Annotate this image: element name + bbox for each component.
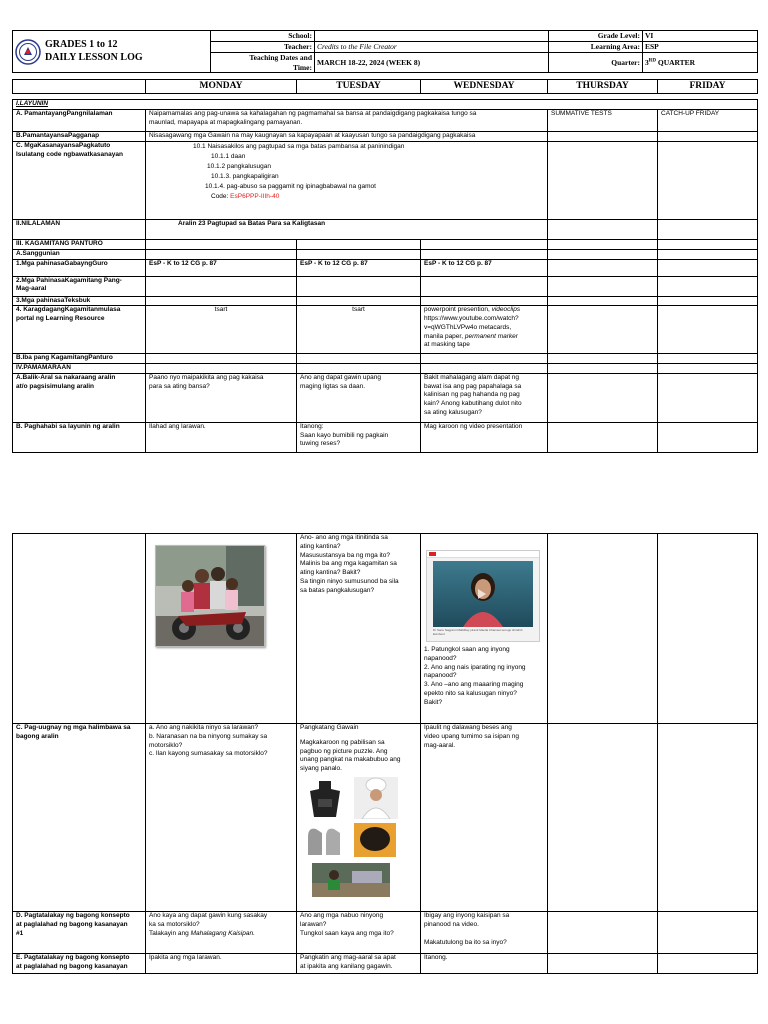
balik-aral-wednesday: Bakit mahalagang alam dapat ng bawat isa ang pag papahalaga sa kalinisan ng pag hahanda ng pag kain? Anong kabutihang dulot nito sa ating kalusugan? (421, 373, 548, 422)
day-thursday: THURSDAY (548, 80, 658, 94)
oven-mitts-icon (304, 825, 346, 857)
paghahabi-wednesday: Mag karoon ng video presentation (421, 422, 548, 452)
area-value: ESP (643, 42, 758, 53)
row-c-label: C. MgaKasanayansaPagkatuto Isulatang code ngbawatkasanayan (13, 142, 146, 220)
video-link[interactable]: https://www.youtube.com/watch? (424, 315, 519, 323)
canteen-questions-tuesday: Ano- ano ang mga itinitinda sa ating kantina? Masusustansya ba ng mga ito? Malinis ba ang mga kagamitan sa ating kantina? Bakit? Sa tingin ninyo sumusunod ba sila sa batas pangkalusugan? (297, 534, 421, 724)
r4-tuesday: tsart (297, 306, 421, 354)
d-wednesday: Ibigay ang inyong kaisipan sa pinanood na video. Makatutulong ba ito sa inyo? (421, 912, 548, 954)
nilalaman-text: Aralin 23 Pagtupad sa Batas Para sa Kaligtasan (146, 220, 548, 240)
r4-monday: tsart (146, 306, 297, 354)
dates-label-2: Time: (292, 62, 312, 72)
day-tuesday: TUESDAY (297, 80, 421, 94)
school-value (315, 31, 549, 42)
puzzle-images (300, 777, 417, 897)
title-line-2: DAILY LESSON LOG (45, 51, 143, 63)
title-line-1: GRADES 1 to 12 (45, 39, 118, 50)
chef-icon (354, 777, 398, 819)
row-3-label: 3.Mga pahinasaTeksbuk (13, 296, 146, 306)
row-e-label: E. Pagtatalakay ng bagong konsepto at paglalahad ng bagong kasanayan (13, 954, 146, 974)
youtube-logo-icon (429, 552, 436, 556)
paghahabi-monday: Ilahad ang larawan. (146, 422, 297, 452)
section-pamamaraan: IV.PAMAMARAAN (13, 364, 146, 374)
quarter-value: 3RD QUARTER (643, 53, 758, 73)
section-nilalaman: II.NILALAMAN (13, 220, 146, 240)
row-pag-uugnay-label: C. Pag-uugnay ng mga halimbawa sa bagong aralin (13, 724, 146, 912)
row-1-label: 1.Mga pahinasaGabayngGuro (13, 259, 146, 276)
deped-seal-icon (15, 39, 41, 65)
section-layunin: I.LAYUNIN (13, 100, 758, 110)
row-paghahabi-label: B. Paghahabi sa layunin ng aralin (13, 422, 146, 452)
day-wednesday: WEDNESDAY (421, 80, 548, 94)
e-wednesday: Itanong. (421, 954, 548, 974)
pag-uugnay-tuesday: Pangkatang Gawain Magkakaroon ng pabilisan sa pagbuo ng picture puzzle. Ang unang pangkat na makabubuo ang siyang panalo. (297, 724, 421, 912)
pag-uugnay-monday: a. Ano ang nakikita ninyo sa larawan? b. Naranasan na ba ninyong sumakay sa motorsiklo? c. Ilan kayong sumasakay sa motorsiklo? (146, 724, 297, 912)
d-tuesday: Ano ang mga nabuo ninyong larawan? Tungkol saan kaya ang mga ito? (297, 912, 421, 954)
family-motorcycle-photo (155, 545, 265, 647)
row-b-text: Nisasagawang mga Gawain na may kaugnayan sa kapayapaan at kaayusan tungo sa pandaigdigang pagkakaisa (146, 132, 548, 142)
chef-hat-icon (354, 823, 396, 857)
paghahabi-tuesday: Itanong: Saan kayo bumibili ng pagkain tuwing reses? (297, 422, 421, 452)
row-a-text: Naipamamalas ang pag-unawa sa kahalagahan ng pagmamahal sa bansa at pandaigdigang pagkakaisa tungo sa maunlad, mapayapa at mapagkalingang pamayanan. (146, 110, 548, 132)
balik-aral-tuesday: Ano ang dapat gawin upang maging ligtas sa daan. (297, 373, 421, 422)
dates-label-1: Teaching Dates and (249, 53, 312, 63)
thursday-summative: SUMMATIVE TESTS (548, 110, 658, 132)
r4-wednesday: powerpoint presention, videoclips https://www.youtube.com/watch? v=qWGThLVPw4o metacards, manila paper, permanent marker at masking tape (421, 306, 548, 354)
row-2-label: 2.Mga PahinasaKagamitang Pang- Mag-aaral (13, 276, 146, 296)
lesson-table-page1 (12, 99, 758, 453)
dates-value: MARCH 18-22, 2024 (WEEK 8) (315, 53, 549, 73)
apron-icon (306, 779, 344, 819)
grade-label: Grade Level: (549, 31, 643, 42)
row-c-text: 10.1 Naisasakilos ang pagtupad sa mga batas pambansa at paninindigan 10.1.1 daan 10.1.2 pangkalusugan 10.1.3. pangkapaligiran 10.1.4. pag-abuso sa paggamit ng ipinagbabawal na gamot Code: EsP6PPP-IIIh-40 (146, 142, 548, 220)
r1-monday: EsP - K to 12 CG p. 87 (146, 259, 297, 276)
area-label: Learning Area: (549, 42, 643, 53)
school-label: School: (211, 31, 315, 42)
competency-code: Code: EsP6PPP-IIIh-40 (211, 193, 280, 201)
r1-wednesday: EsP - K to 12 CG p. 87 (421, 259, 548, 276)
teacher-label: Teacher: (211, 42, 315, 53)
friday-catchup: CATCH-UP FRIDAY (658, 110, 758, 132)
row-sanggunian: A.Sanggunian (13, 249, 146, 259)
row-bb-label: B.Iba pang KagamitangPanturo (13, 354, 146, 364)
teacher-value: Credits to the File Creator (315, 42, 549, 53)
d-monday: Ano kaya ang dapat gawin kung sasakay ka sa motorsiklo? Talakayin ang Mahalagang Kaisipan. (146, 912, 297, 954)
video-thumbnail[interactable] (426, 550, 540, 642)
days-header (12, 79, 758, 94)
row-a-label: A. PamantayangPangnilalaman (13, 110, 146, 132)
lesson-table-page2 (12, 533, 758, 974)
r1-tuesday: EsP - K to 12 CG p. 87 (297, 259, 421, 276)
video-questions-wednesday: Dr Sanu Nagpinni Mabilitay pirank Manila Chamsel sa logo shindsh Exmbent 1. Patungkol saan ang inyong napanood? 2. Ano ang nais iparating ng inyong napanood? 3. Ano –ano ang maaaring maging epekto nito sa kalusugan ninyo? Bakit? (421, 534, 548, 724)
row-b-label: B.PamantayansaPagganap (13, 132, 146, 142)
header (12, 30, 757, 71)
day-friday: FRIDAY (658, 80, 758, 94)
quarter-label: Quarter: (549, 53, 643, 73)
days-blank (13, 80, 146, 94)
e-monday: Ipakita ang mga larawan. (146, 954, 297, 974)
section-kagamitan: III. KAGAMITANG PANTURO (13, 240, 146, 250)
e-tuesday: Pangkatin ang mag-aaral sa apat at ipakita ang kanilang gagawin. (297, 954, 421, 974)
day-monday: MONDAY (146, 80, 297, 94)
pag-uugnay-wednesday: Ipaulit ng dalawang beses ang video upang tumimo sa isipan ng mag-aaral. (421, 724, 548, 912)
row-balik-aral-label: A.Balik-Aral sa nakaraang aralin at/o pagsisimulang aralin (13, 373, 146, 422)
row-4-label: 4. KaragdagangKagamitanmulasa portal ng Learning Resource (13, 306, 146, 354)
row-d-label: D. Pagtatalakay ng bagong konsepto at paglalahad ng bagong kasanayan #1 (13, 912, 146, 954)
kitchen-photo (312, 863, 390, 897)
video-caption: Dr Sanu Nagpinni Mabilitay pirank Manila Chamsel sa logo shindsh Exmbent (433, 628, 523, 636)
balik-aral-monday: Paano nyo maipakikita ang pag kakaisa para sa ating bansa? (146, 373, 297, 422)
grade-value: VI (643, 31, 758, 42)
photo-cell-monday (146, 534, 297, 724)
play-icon (478, 589, 486, 599)
